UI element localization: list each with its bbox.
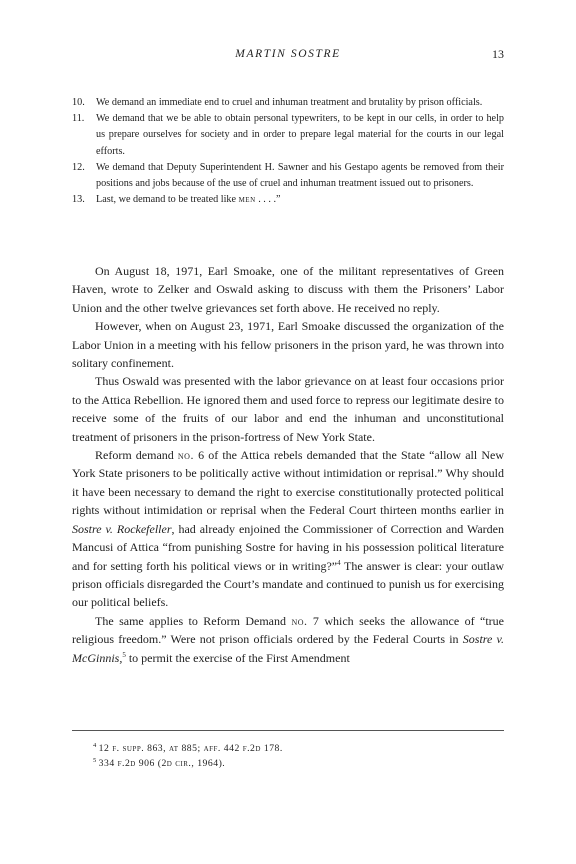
paragraph: However, when on August 23, 1971, Earl Smoake discussed the organization of the Labor Union in a meeting with his fellow prisoners in the prison yard, he was thrown into solitary confinement. [72, 319, 504, 371]
demand-number: 10. [72, 97, 85, 108]
paragraph-text: The answer is clear: your outlaw prison officials disregarded the Court’s mandate and continued to punish us for exercising our political beliefs. [72, 558, 504, 610]
demand-text [96, 192, 504, 208]
paragraph-text: , had already enjoined the Commissioner of Correction and Warden Mancusi of Attica “from punishing Sostre for having in his possession political literature and for setting forth his political views or in writing?” [72, 521, 504, 573]
paragraph-text: Reform demand [95, 448, 178, 463]
demand-item [72, 192, 504, 208]
footnote-number: 5 [93, 756, 97, 764]
footnote-divider [72, 730, 504, 731]
page-number: 13 [492, 47, 504, 61]
demand-item [72, 160, 504, 192]
demand-number: 13. [72, 194, 85, 206]
demand-text-part: Last, we demand to be treated like [96, 194, 239, 206]
footnote-ref: 4 [337, 558, 341, 567]
footnote [93, 757, 504, 772]
paragraph-text: 7 which seeks the allowance of “true religious freedom.” Were not prison officials ordered by the Federal Courts in [72, 613, 504, 647]
paragraph [72, 446, 504, 612]
paragraph-text: to permit the exercise of the First Amendment [125, 650, 350, 665]
running-head-title: MARTIN SOSTRE [235, 48, 341, 60]
demand-emphasis: men [238, 194, 256, 206]
number-abbrev: no. [291, 613, 308, 628]
demand-item [72, 95, 504, 111]
footnote-number: 4 [93, 742, 97, 749]
paragraph: Thus Oswald was presented with the labor grievance on at least four occasions prior to the Attica Rebellion. He ignored them and used force to repress our legitimate desire to receive some of the fruits of our labor and end the inhuman and unconstitutional treatment of prisoners in the prison-fortress of New York State. [72, 374, 504, 444]
demand-text: We demand an immediate end to cruel and inhuman treatment and brutality by prison officials. [96, 97, 483, 108]
demand-item [72, 111, 504, 160]
demand-text: We demand that Deputy Superintendent H. Sawner and his Gestapo agents be removed from their positions and jobs because of the use of cruel and inhuman treatment issued out to prisoners. [96, 161, 504, 190]
footnote-text: 334 f.2d 906 (2d cir., 1964). [98, 757, 226, 769]
demand-number: 11. [72, 113, 85, 125]
case-name: Sostre v. McGinnis, [72, 632, 504, 665]
paragraph: On August 18, 1971, Earl Smoake, one of the militant representatives of Green Haven, wrote to Zelker and Oswald asking to discuss with them the Prisoners’ Labor Union and the other twelve grievances set forth above. He received no reply. [72, 264, 504, 315]
footnote [93, 742, 504, 757]
paragraph [72, 612, 504, 667]
running-head [0, 46, 576, 62]
footnote-text: 12 f. supp. 863, at 885; aff. 442 f.2d 178. [98, 743, 283, 754]
body-text [72, 262, 504, 667]
demand-number: 12. [72, 161, 85, 173]
demand-text-part: . . . .” [255, 194, 281, 206]
footnote-ref: 5 [122, 650, 126, 659]
number-abbrev: no. [177, 448, 194, 463]
case-name: Sostre v. Rockefeller [72, 521, 172, 536]
demands-list [72, 95, 504, 208]
footnotes [93, 742, 504, 771]
demand-text: We demand that we be able to obtain personal typewriters, to be kept in our cells, in order to help us prepare ourselves for society and in order to prepare legal material for the courts in our legal efforts. [96, 113, 504, 157]
paragraph-text: 6 of the Attica rebels demanded that the State “allow all New York State prisoners to be politically active without intimidation or reprisal.” Why should it have been necessary to demand the right to exercise constitutionally protected political rights without intimidation or reprisal when the Federal Court thirteen months earlier in [72, 448, 504, 518]
paragraph-text: The same applies to Reform Demand [95, 613, 292, 628]
